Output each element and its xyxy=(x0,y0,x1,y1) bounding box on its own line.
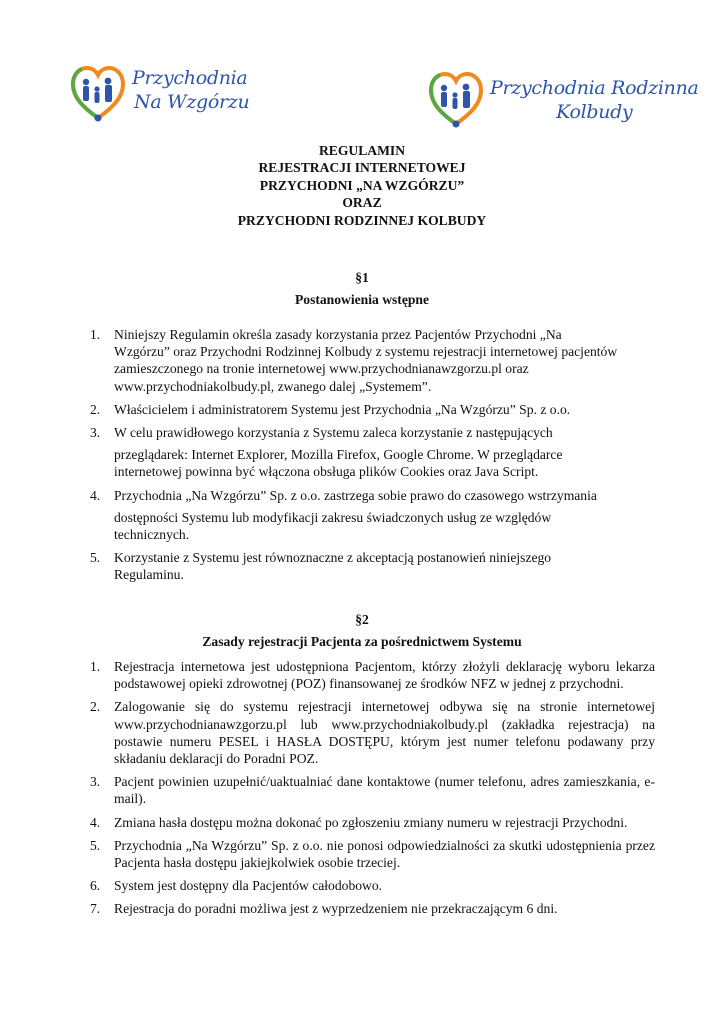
list-item-line: Niniejszy Regulamin określa zasady korzystania przez Pacjentów Przychodni „Na xyxy=(114,327,562,342)
list-item-number: 7. xyxy=(90,901,101,917)
title-line: REJESTRACJI INTERNETOWEJ xyxy=(258,160,466,176)
section-2-title: Zasady rejestracji Pacjenta za pośrednictwem Systemu xyxy=(202,634,522,649)
document-title xyxy=(0,142,724,229)
list-item-text: Pacjent powinien uzupełnić/uaktualniać dane kontaktowe (numer telefonu, adres zamieszkania, e-mail). xyxy=(114,774,655,807)
list-item-line: Korzystanie z Systemu jest równoznaczne z akceptacją postanowień niniejszego xyxy=(114,550,552,566)
list-item xyxy=(0,773,655,807)
list-item-number: 1. xyxy=(90,327,101,342)
list-item-number: 1. xyxy=(90,659,101,674)
list-item-text: Rejestracja internetowa jest udostępniona Pacjentom, którzy złożyli deklarację wyboru lekarza podstawowej opieki zdrowotnej (POZ) finansowanej ze środków NFZ w jednej z przychodni. xyxy=(114,659,655,692)
logo-przychodnia-rodzinna-kolbudy xyxy=(428,70,699,128)
logo-left-line1: Przychodnia xyxy=(132,67,248,89)
list-item-line: Przychodnia „Na Wzgórzu” Sp. z o.o. zastrzega sobie prawo do czasowego wstrzymania xyxy=(114,487,597,503)
list-item-number: 4. xyxy=(90,487,101,503)
list-item-line: zamieszczonego na tronie internetowej www.przychodnianawzgorzu.pl oraz xyxy=(114,361,529,377)
list-item-text: Rejestracja do poradni możliwa jest z wyprzedzeniem nie przekraczającym 6 dni. xyxy=(114,901,558,917)
list-item-text: System jest dostępny dla Pacjentów całodobowo. xyxy=(114,878,383,894)
list-item-number: 5. xyxy=(90,550,101,566)
title-line: PRZYCHODNI RODZINNEJ KOLBUDY xyxy=(237,212,487,228)
list-item xyxy=(0,658,655,692)
list-item-text: Zalogowanie się do systemu rejestracji internetowej odbywa się na stronie internetowej www.przychodnianawzgorzu.pl lub www.przychodniakolbudy.pl (zakładka rejestracja) na postawie numeru PESEL i HASŁA DOSTĘPU, którym jest numer telefonu podawany przy składaniu deklaracji do Poradni POZ. xyxy=(114,699,655,767)
list-item-text: Przychodnia „Na Wzgórzu” Sp. z o.o. nie ponosi odpowiedzialności za skutki udostępnienia przez Pacjenta hasła dostępu jakiejkolwiek osobie trzeciej. xyxy=(114,837,655,871)
section-1-number: §1 xyxy=(355,270,369,285)
list-item xyxy=(0,424,655,481)
list-item-line: Właścicielem i administratorem Systemu jest Przychodnia „Na Wzgórzu” Sp. z o.o. xyxy=(114,401,571,417)
list-item-line: dostępności Systemu lub modyfikacji zakresu świadczonych usług ze względów xyxy=(114,509,552,525)
heart-family-icon xyxy=(428,70,484,128)
heart-family-icon xyxy=(70,64,126,122)
section-1-title: Postanowienia wstępne xyxy=(294,292,430,307)
list-item-line: W celu prawidłowego korzystania z Systemu zaleca korzystanie z następujących xyxy=(114,425,553,441)
list-item xyxy=(0,401,655,418)
list-item xyxy=(0,487,655,544)
list-item-number: 2. xyxy=(90,401,101,417)
logo-przychodnia-na-wzgorzu xyxy=(70,64,249,122)
list-item xyxy=(0,326,655,395)
list-item xyxy=(0,549,655,583)
title-line: PRZYCHODNI „NA WZGÓRZU” xyxy=(259,177,465,193)
list-item xyxy=(0,877,655,894)
list-item-line: Wzgórzu” oraz Przychodni Rodzinnej Kolbudy z systemu rejestracji internetowej pacjentów xyxy=(114,344,618,360)
logo-left-line2: Na Wzgórzu xyxy=(134,91,250,113)
list-item xyxy=(0,837,655,871)
list-item-number: 5. xyxy=(90,837,101,853)
section-1-list xyxy=(0,326,655,584)
list-item xyxy=(0,900,655,917)
list-item-number: 3. xyxy=(90,425,101,441)
section-2-list xyxy=(0,658,655,918)
list-item xyxy=(0,814,655,831)
list-item-line: www.przychodniakolbudy.pl, zwanego dalej „Systemem”. xyxy=(114,378,432,394)
list-item-number: 2. xyxy=(90,699,101,715)
list-item xyxy=(0,698,655,767)
logo-left-text xyxy=(132,66,249,114)
logo-right-text xyxy=(490,76,699,124)
logo-right-line1: Przychodnia Rodzinna xyxy=(490,77,699,99)
list-item-line: technicznych. xyxy=(114,527,190,543)
list-item-line: internetowej powinna być włączona obsługa plików Cookies oraz Java Script. xyxy=(114,464,539,480)
list-item-line: Regulaminu. xyxy=(114,567,184,583)
list-item-number: 6. xyxy=(90,878,101,894)
list-item-line: przeglądarek: Internet Explorer, Mozilla Firefox, Google Chrome. W przeglądarce xyxy=(114,447,563,463)
section-2-number: §2 xyxy=(355,612,369,627)
list-item-text: Zmiana hasła dostępu można dokonać po zgłoszeniu zmiany numeru w rejestracji Przychodni. xyxy=(114,814,628,830)
list-item-number: 4. xyxy=(90,814,101,830)
list-item-number: 3. xyxy=(90,774,101,790)
title-line: ORAZ xyxy=(342,195,382,211)
logo-right-line2: Kolbudy xyxy=(556,101,633,123)
title-line: REGULAMIN xyxy=(318,143,406,158)
